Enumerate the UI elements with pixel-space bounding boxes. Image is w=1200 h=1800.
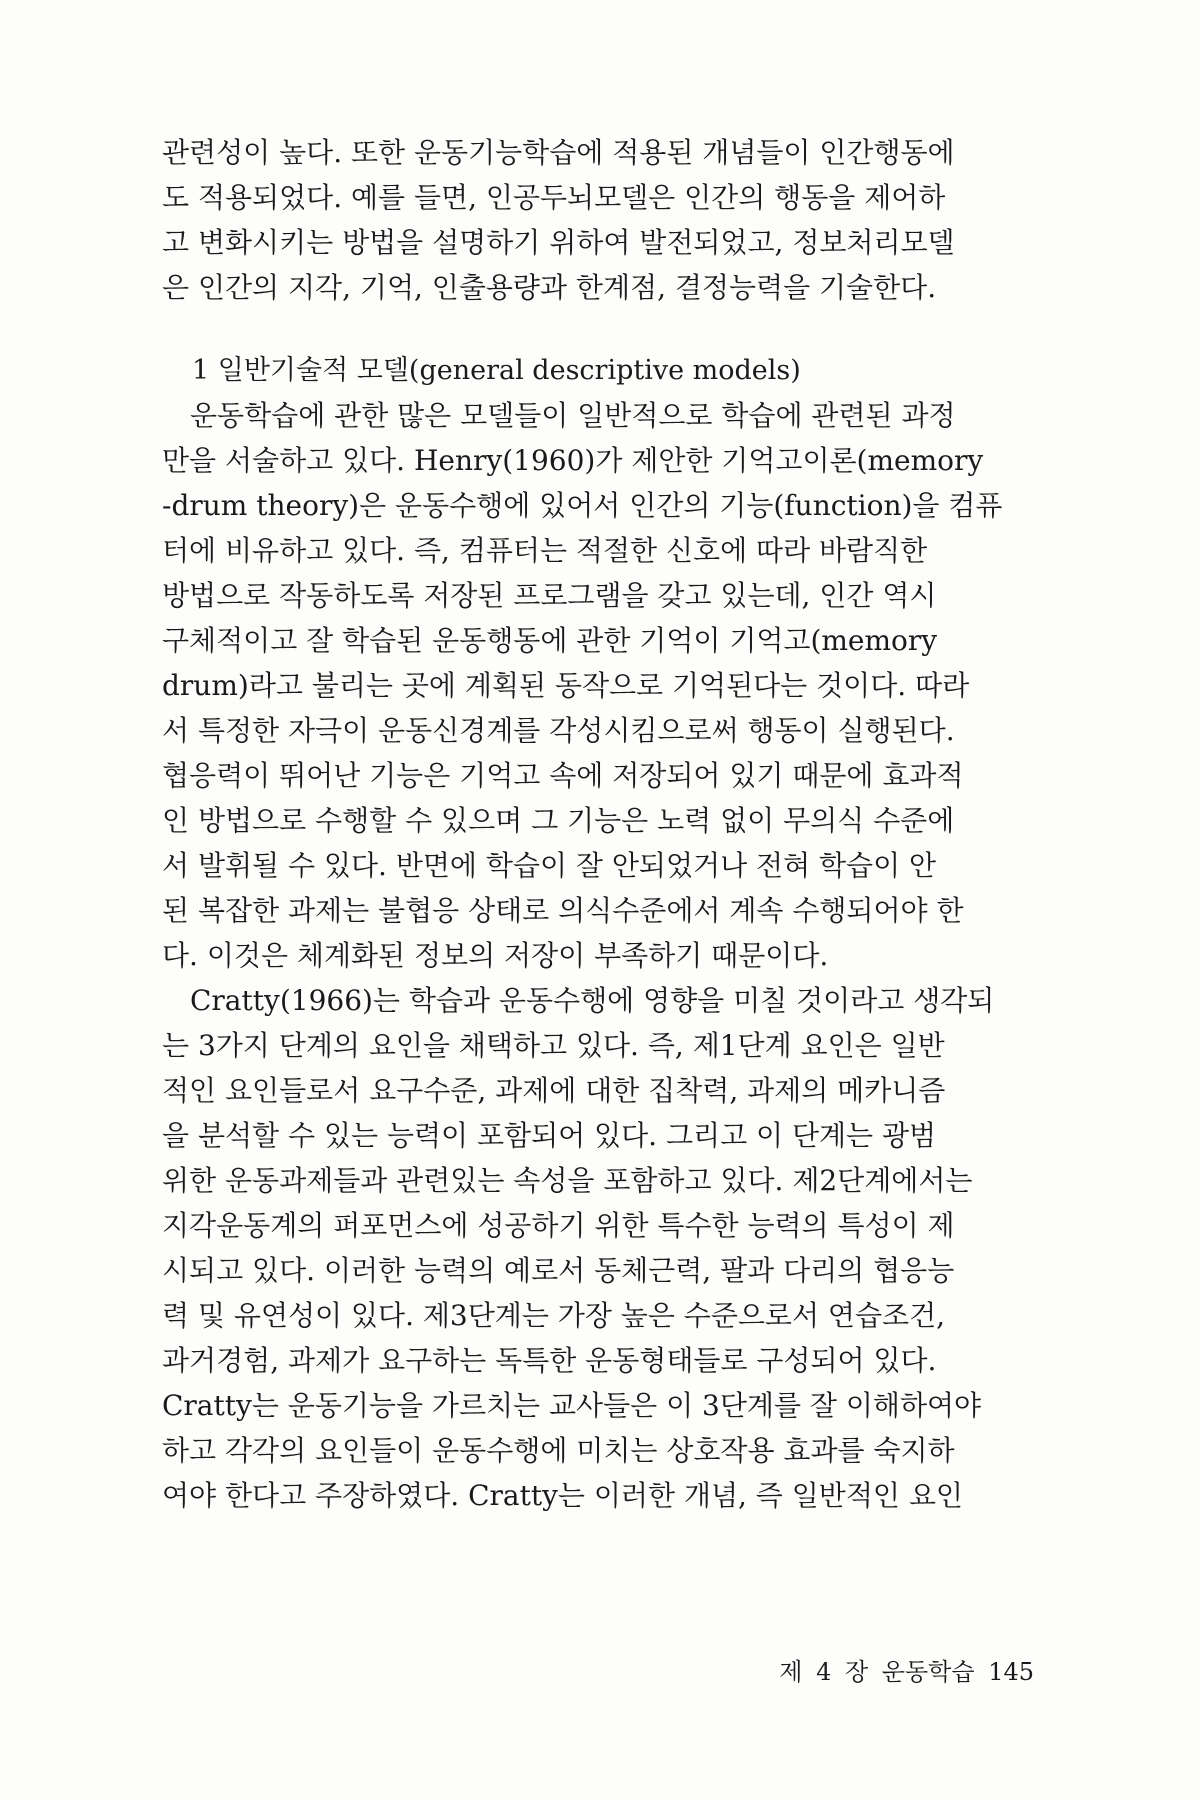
page-footer — [779, 1652, 1034, 1687]
text-line: 위한 운동과제들과 관련있는 속성을 포함하고 있다. 제2단계에서는 — [162, 1164, 973, 1197]
text-line: 시되고 있다. 이러한 능력의 예로서 동체근력, 팔과 다리의 협응능 — [162, 1254, 955, 1287]
text-line: 된 복잡한 과제는 불협응 상태로 의식수준에서 계속 수행되어야 한 — [162, 894, 964, 927]
paragraph-cratty — [162, 978, 1032, 1518]
text-line: 만을 서술하고 있다. Henry(1960)가 제안한 기억고이론(memory — [162, 444, 984, 477]
text-line: drum)라고 불리는 곳에 계획된 동작으로 기억된다는 것이다. 따라 — [162, 669, 970, 702]
text-line: 터에 비유하고 있다. 즉, 컴퓨터는 적절한 신호에 따라 바람직한 — [162, 534, 928, 567]
text-line: Cratty(1966)는 학습과 운동수행에 영향을 미칠 것이라고 생각되 — [190, 984, 995, 1017]
text-line: 고 변화시키는 방법을 설명하기 위하여 발전되었고, 정보처리모델 — [162, 226, 955, 259]
chapter-label: 제 4 장 — [779, 1658, 869, 1686]
text-line: 여야 한다고 주장하였다. Cratty는 이러한 개념, 즉 일반적인 요인 — [162, 1479, 963, 1512]
text-line: Cratty는 운동기능을 가르치는 교사들은 이 3단계를 잘 이해하여야 — [162, 1389, 982, 1422]
paragraph-henry — [162, 393, 1032, 978]
text-line: 도 적용되었다. 예를 들면, 인공두뇌모델은 인간의 행동을 제어하 — [162, 181, 946, 214]
text-line: 방법으로 작동하도록 저장된 프로그램을 갖고 있는데, 인간 역시 — [162, 579, 937, 612]
text-line: 과거경험, 과제가 요구하는 독특한 운동형태들로 구성되어 있다. — [162, 1344, 937, 1377]
chapter-title: 운동학습 — [881, 1658, 975, 1686]
text-line: 관련성이 높다. 또한 운동기능학습에 적용된 개념들이 인간행동에 — [162, 136, 955, 169]
text-line: 인 방법으로 수행할 수 있으며 그 기능은 노력 없이 무의식 수준에 — [162, 804, 955, 837]
text-line: 구체적이고 잘 학습된 운동행동에 관한 기억이 기억고(memory — [162, 624, 938, 657]
intro-paragraph — [162, 130, 1032, 310]
body-text — [162, 130, 1032, 1518]
text-line: -drum theory)은 운동수행에 있어서 인간의 기능(function)을 컴퓨 — [162, 489, 1003, 522]
text-line: 을 분석할 수 있는 능력이 포함되어 있다. 그리고 이 단계는 광범 — [162, 1119, 937, 1152]
text-line: 운동학습에 관한 많은 모델들이 일반적으로 학습에 관련된 과정 — [190, 399, 956, 432]
text-line: 적인 요인들로서 요구수준, 과제에 대한 집착력, 과제의 메카니즘 — [162, 1074, 946, 1107]
text-line: 력 및 유연성이 있다. 제3단계는 가장 높은 수준으로서 연습조건, — [162, 1299, 946, 1332]
text-line: 는 3가지 단계의 요인을 채택하고 있다. 즉, 제1단계 요인은 일반 — [162, 1029, 945, 1062]
text-line: 은 인간의 지각, 기억, 인출용량과 한계점, 결정능력을 기술한다. — [162, 271, 937, 304]
page-number: 145 — [988, 1658, 1034, 1686]
text-line: 하고 각각의 요인들이 운동수행에 미치는 상호작용 효과를 숙지하 — [162, 1434, 955, 1467]
text-line: 협응력이 뛰어난 기능은 기억고 속에 저장되어 있기 때문에 효과적 — [162, 759, 964, 792]
text-line: 서 발휘될 수 있다. 반면에 학습이 잘 안되었거나 전혀 학습이 안 — [162, 849, 937, 882]
text-line: 지각운동계의 퍼포먼스에 성공하기 위한 특수한 능력의 특성이 제 — [162, 1209, 955, 1242]
section-heading: 1 일반기술적 모델(general descriptive models) — [192, 355, 801, 386]
text-line: 다. 이것은 체계화된 정보의 저장이 부족하기 때문이다. — [162, 939, 829, 972]
text-line: 서 특정한 자극이 운동신경계를 각성시킴으로써 행동이 실행된다. — [162, 714, 955, 747]
